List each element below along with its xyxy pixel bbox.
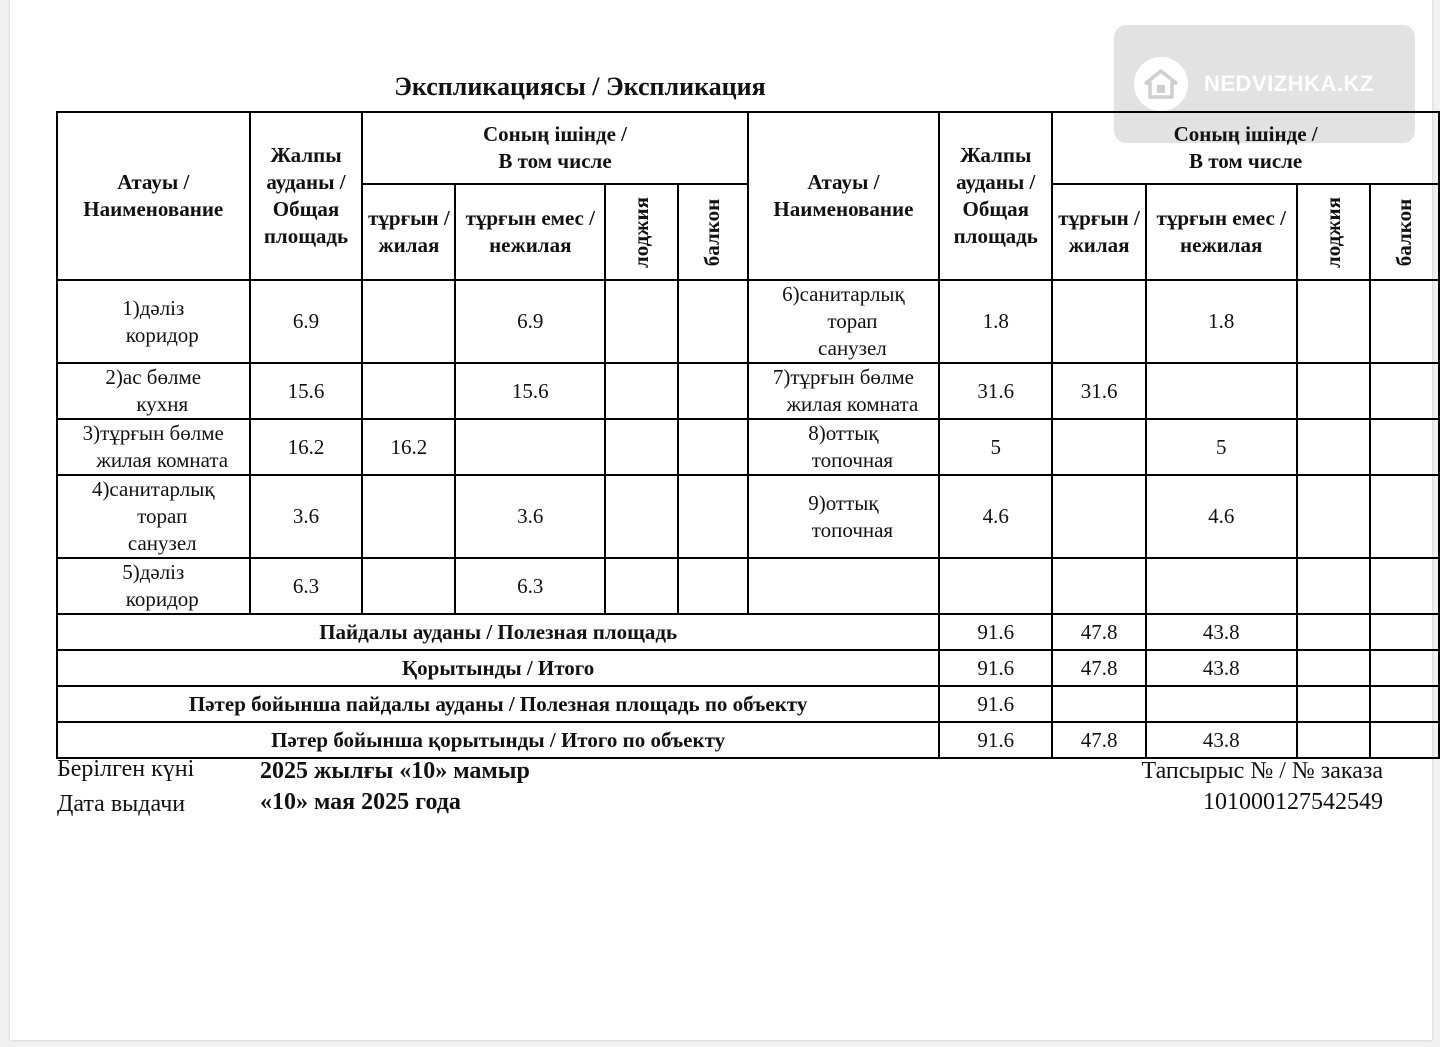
room-name-line: 7)тұрғын бөлме [772, 365, 914, 389]
document-title: Экспликациясы / Экспликация [394, 72, 766, 101]
room-living-area-left [362, 363, 455, 419]
header-balcony-right: балкон [1370, 184, 1439, 280]
room-total-area-left: 6.9 [250, 280, 363, 363]
summary-label: Қорытынды / Итого [57, 650, 939, 686]
header-living-left: тұрғын / жилая [362, 184, 455, 280]
summary-loggia [1297, 686, 1370, 722]
summary-row [57, 686, 1439, 722]
room-name-right [748, 280, 940, 363]
room-total-area-right: 5 [939, 419, 1052, 475]
room-loggia-right [1297, 558, 1370, 614]
header-name-left: Атауы / Наименование [57, 112, 250, 280]
summary-loggia [1297, 614, 1370, 650]
issue-date-labels [57, 752, 194, 822]
summary-label: Пәтер бойынша пайдалы ауданы / Полезная площадь по объекту [57, 686, 939, 722]
room-name-right [748, 363, 940, 419]
room-living-area-right [1052, 419, 1146, 475]
room-name-line: 2)ас бөлме [105, 365, 202, 389]
issued-label-kz: Берілген күні [57, 756, 195, 782]
room-total-area-left: 16.2 [250, 419, 363, 475]
summary-balcony [1370, 650, 1439, 686]
room-name-left [57, 419, 250, 475]
room-name-line: 4)санитарлық [91, 477, 215, 501]
room-living-area-left [362, 475, 455, 558]
summary-living: 47.8 [1052, 650, 1146, 686]
room-nonliving-area-left [455, 419, 605, 475]
room-name-line: 9)оттық [808, 490, 879, 515]
room-name-line: 8)оттық [808, 421, 879, 445]
issue-date-values [260, 756, 530, 818]
room-name-line: 3)тұрғын бөлме [82, 421, 224, 445]
room-balcony-left [678, 363, 747, 419]
room-name-left [57, 475, 250, 558]
room-balcony-right [1370, 363, 1439, 419]
room-loggia-right [1297, 419, 1370, 475]
room-nonliving-area-right: 1.8 [1146, 280, 1297, 363]
room-name-right [748, 419, 940, 475]
room-name-line: коридор [125, 322, 199, 347]
summary-total: 91.6 [939, 650, 1052, 686]
room-balcony-left [678, 280, 747, 363]
room-loggia-left [605, 363, 678, 419]
room-total-area-right: 1.8 [939, 280, 1052, 363]
room-name-line: кухня [136, 392, 189, 416]
summary-nonliving [1146, 686, 1297, 722]
room-name-line: 6)санитарлық [782, 282, 905, 306]
room-name-line: топочная [811, 448, 894, 472]
room-name-line: 5)дәліз [122, 560, 185, 584]
room-living-area-right [1052, 475, 1146, 558]
header-total-right: Жалпы ауданы / Общая площадь [939, 112, 1052, 280]
watermark-text: NEDVIZHKA.KZ [1204, 71, 1374, 96]
summary-row [57, 614, 1439, 650]
explication-table [56, 111, 1440, 759]
summary-label: Пайдалы ауданы / Полезная площадь [57, 614, 939, 650]
room-balcony-left [678, 558, 747, 614]
room-name-line: топочная [811, 517, 894, 542]
summary-living [1052, 686, 1146, 722]
summary-balcony [1370, 614, 1439, 650]
room-name-line: коридор [125, 587, 199, 611]
room-nonliving-area-left: 6.3 [455, 558, 605, 614]
room-name-line: санузел [818, 336, 887, 360]
header-including-left: Соның ішінде / В том числе [362, 112, 747, 184]
table-row [57, 419, 1439, 475]
room-nonliving-area-right: 5 [1146, 419, 1297, 475]
room-living-area-right: 31.6 [1052, 363, 1146, 419]
header-name-right: Атауы / Наименование [748, 112, 940, 280]
header-total-left: Жалпы ауданы / Общая площадь [250, 112, 363, 280]
room-living-area-right [1052, 558, 1146, 614]
header-living-right: тұрғын / жилая [1052, 184, 1146, 280]
room-name-line: торап [137, 504, 188, 528]
summary-nonliving: 43.8 [1146, 650, 1297, 686]
room-nonliving-area-right: 4.6 [1146, 475, 1297, 558]
room-loggia-right [1297, 280, 1370, 363]
room-balcony-right [1370, 280, 1439, 363]
header-including-right: Соның ішінде / В том числе [1052, 112, 1439, 184]
header-loggia-left: лоджия [605, 184, 678, 280]
issue-date-kz: 2025 жылғы «10» мамыр [260, 758, 530, 784]
room-balcony-right [1370, 475, 1439, 558]
summary-living: 47.8 [1052, 722, 1146, 758]
summary-nonliving: 43.8 [1146, 722, 1297, 758]
room-balcony-left [678, 419, 747, 475]
summary-total: 91.6 [939, 614, 1052, 650]
summary-balcony [1370, 722, 1439, 758]
room-balcony-left [678, 475, 747, 558]
room-loggia-left [605, 419, 678, 475]
room-total-area-right: 4.6 [939, 475, 1052, 558]
room-total-area-left: 6.3 [250, 558, 363, 614]
room-name-left [57, 558, 250, 614]
room-balcony-right [1370, 419, 1439, 475]
room-balcony-right [1370, 558, 1439, 614]
room-name-line: жилая комната [96, 448, 229, 472]
header-nonliving-right: тұрғын емес / нежилая [1146, 184, 1297, 280]
room-name-left [57, 280, 250, 363]
summary-row [57, 650, 1439, 686]
summary-balcony [1370, 686, 1439, 722]
room-loggia-right [1297, 363, 1370, 419]
room-living-area-right [1052, 280, 1146, 363]
room-name-left [57, 363, 250, 419]
order-label: Тапсырыс № / № заказа [1141, 758, 1383, 784]
room-name-right [748, 475, 940, 558]
room-total-area-left: 3.6 [250, 475, 363, 558]
room-loggia-right [1297, 475, 1370, 558]
summary-nonliving: 43.8 [1146, 614, 1297, 650]
table-row [57, 363, 1439, 419]
room-nonliving-area-left: 15.6 [455, 363, 605, 419]
summary-loggia [1297, 722, 1370, 758]
room-name-line: санузел [127, 531, 197, 555]
room-name-line: торап [827, 309, 878, 333]
room-nonliving-area-left: 3.6 [455, 475, 605, 558]
table-row [57, 475, 1439, 558]
room-loggia-left [605, 475, 678, 558]
summary-loggia [1297, 650, 1370, 686]
table-row [57, 558, 1439, 614]
room-total-area-left: 15.6 [250, 363, 363, 419]
room-nonliving-area-right [1146, 363, 1297, 419]
room-loggia-left [605, 280, 678, 363]
room-name-line: жилая комната [786, 392, 919, 416]
issued-label-ru: Дата выдачи [57, 791, 186, 817]
header-nonliving-left: тұрғын емес / нежилая [455, 184, 605, 280]
order-info [1142, 756, 1383, 818]
room-nonliving-area-left: 6.9 [455, 280, 605, 363]
room-living-area-left: 16.2 [362, 419, 455, 475]
header-loggia-right: лоджия [1297, 184, 1370, 280]
table-row [57, 280, 1439, 363]
room-total-area-right: 31.6 [939, 363, 1052, 419]
header-balcony-left: балкон [678, 184, 747, 280]
issue-date-ru: «10» мая 2025 года [260, 789, 461, 815]
summary-total: 91.6 [939, 722, 1052, 758]
room-name-line: 1)дәліз [122, 295, 185, 320]
house-icon [1134, 57, 1188, 111]
order-number: 101000127542549 [1203, 789, 1383, 815]
summary-living: 47.8 [1052, 614, 1146, 650]
summary-row [57, 722, 1439, 758]
summary-total: 91.6 [939, 686, 1052, 722]
room-loggia-left [605, 558, 678, 614]
room-total-area-right [939, 558, 1052, 614]
room-living-area-left [362, 558, 455, 614]
room-living-area-left [362, 280, 455, 363]
room-name-right [748, 558, 940, 614]
summary-label: Пәтер бойынша қорытынды / Итого по объекту [57, 722, 939, 758]
room-nonliving-area-right [1146, 558, 1297, 614]
